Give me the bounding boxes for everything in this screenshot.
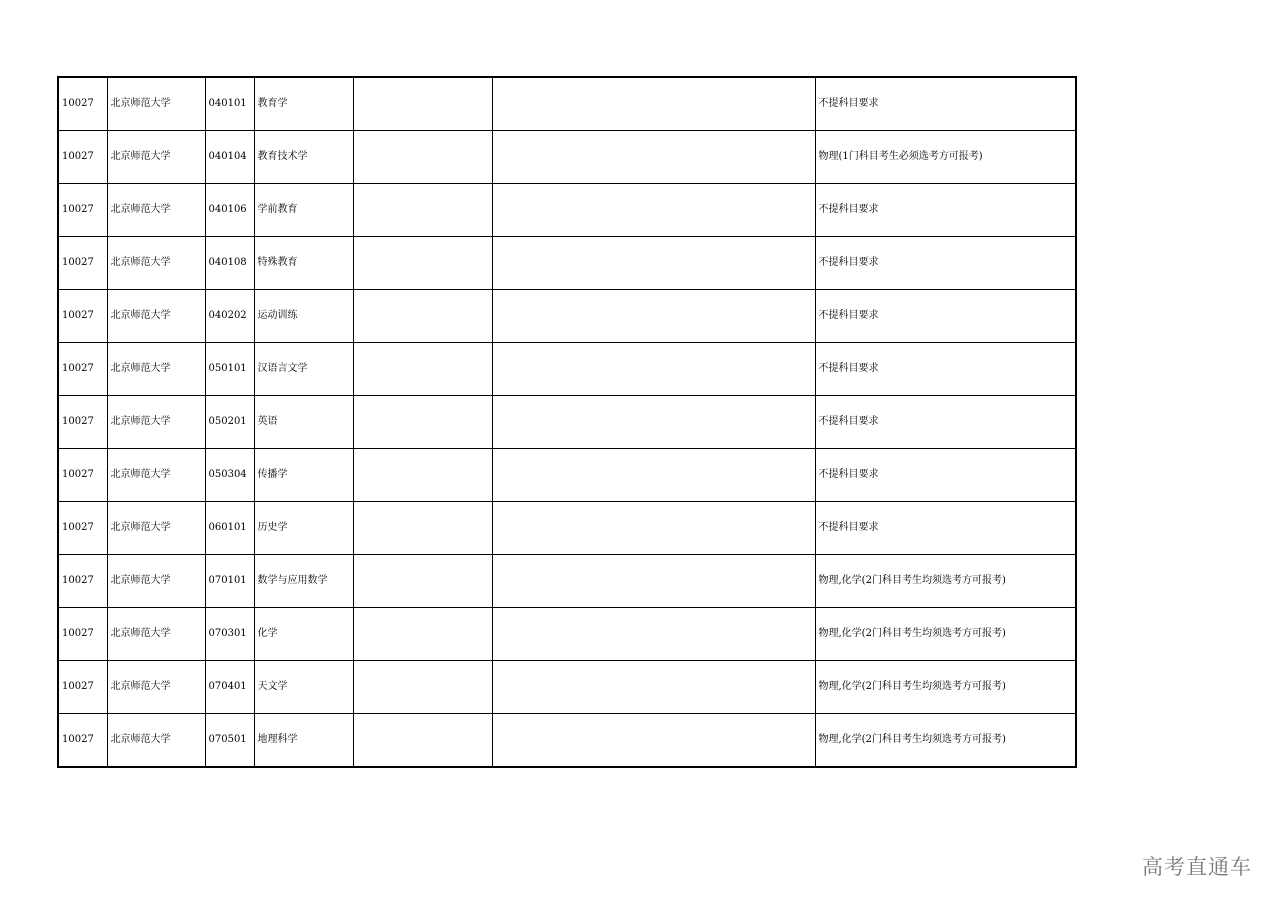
subject-requirement-cell: 物理,化学(2门科目考生均须选考方可报考) xyxy=(815,555,1076,608)
blank-cell-5 xyxy=(353,661,492,714)
major-code-cell: 040104 xyxy=(205,131,254,184)
table-row xyxy=(58,714,1076,768)
school-name-cell: 北京师范大学 xyxy=(107,343,205,396)
school-name-cell: 北京师范大学 xyxy=(107,131,205,184)
table-body xyxy=(58,77,1076,767)
watermark-text: 高考直通车 xyxy=(1142,855,1252,879)
school-name-cell: 北京师范大学 xyxy=(107,608,205,661)
major-name-cell: 学前教育 xyxy=(254,184,353,237)
subject-requirement-cell: 物理(1门科目考生必须选考方可报考) xyxy=(815,131,1076,184)
blank-cell-5 xyxy=(353,608,492,661)
major-code-cell: 040106 xyxy=(205,184,254,237)
table-row xyxy=(58,343,1076,396)
school-code-cell: 10027 xyxy=(58,449,107,502)
blank-cell-5 xyxy=(353,502,492,555)
major-name-cell: 汉语言文学 xyxy=(254,343,353,396)
blank-cell-6 xyxy=(492,396,815,449)
school-code-cell: 10027 xyxy=(58,714,107,768)
table-row xyxy=(58,502,1076,555)
school-code-cell: 10027 xyxy=(58,608,107,661)
table-row xyxy=(58,396,1076,449)
major-code-cell: 070501 xyxy=(205,714,254,768)
table-row xyxy=(58,77,1076,131)
major-name-cell: 传播学 xyxy=(254,449,353,502)
major-code-cell: 040108 xyxy=(205,237,254,290)
school-name-cell: 北京师范大学 xyxy=(107,661,205,714)
major-name-cell: 英语 xyxy=(254,396,353,449)
subject-requirement-cell: 不提科目要求 xyxy=(815,290,1076,343)
blank-cell-6 xyxy=(492,237,815,290)
major-name-cell: 教育学 xyxy=(254,77,353,131)
major-code-cell: 050304 xyxy=(205,449,254,502)
blank-cell-5 xyxy=(353,77,492,131)
major-name-cell: 化学 xyxy=(254,608,353,661)
table-row xyxy=(58,608,1076,661)
major-code-cell: 040101 xyxy=(205,77,254,131)
blank-cell-6 xyxy=(492,131,815,184)
subject-requirement-cell: 不提科目要求 xyxy=(815,184,1076,237)
table-row xyxy=(58,131,1076,184)
subject-requirement-cell: 物理,化学(2门科目考生均须选考方可报考) xyxy=(815,661,1076,714)
table-row xyxy=(58,661,1076,714)
major-code-cell: 070101 xyxy=(205,555,254,608)
major-name-cell: 天文学 xyxy=(254,661,353,714)
blank-cell-5 xyxy=(353,131,492,184)
blank-cell-6 xyxy=(492,290,815,343)
blank-cell-6 xyxy=(492,184,815,237)
school-code-cell: 10027 xyxy=(58,661,107,714)
blank-cell-5 xyxy=(353,449,492,502)
subject-requirement-cell: 不提科目要求 xyxy=(815,502,1076,555)
school-name-cell: 北京师范大学 xyxy=(107,396,205,449)
blank-cell-5 xyxy=(353,555,492,608)
school-name-cell: 北京师范大学 xyxy=(107,555,205,608)
subject-requirement-cell: 不提科目要求 xyxy=(815,449,1076,502)
subject-requirement-cell: 不提科目要求 xyxy=(815,237,1076,290)
school-name-cell: 北京师范大学 xyxy=(107,184,205,237)
subject-requirement-cell: 不提科目要求 xyxy=(815,77,1076,131)
blank-cell-6 xyxy=(492,714,815,768)
school-code-cell: 10027 xyxy=(58,237,107,290)
blank-cell-6 xyxy=(492,77,815,131)
blank-cell-5 xyxy=(353,290,492,343)
school-name-cell: 北京师范大学 xyxy=(107,449,205,502)
subject-requirement-cell: 不提科目要求 xyxy=(815,396,1076,449)
table-row xyxy=(58,555,1076,608)
major-name-cell: 特殊教育 xyxy=(254,237,353,290)
major-name-cell: 运动训练 xyxy=(254,290,353,343)
major-name-cell: 历史学 xyxy=(254,502,353,555)
major-name-cell: 教育技术学 xyxy=(254,131,353,184)
blank-cell-6 xyxy=(492,555,815,608)
blank-cell-5 xyxy=(353,237,492,290)
school-code-cell: 10027 xyxy=(58,77,107,131)
blank-cell-6 xyxy=(492,608,815,661)
school-name-cell: 北京师范大学 xyxy=(107,290,205,343)
blank-cell-6 xyxy=(492,502,815,555)
school-name-cell: 北京师范大学 xyxy=(107,714,205,768)
subject-requirements-table xyxy=(57,76,1077,768)
major-name-cell: 地理科学 xyxy=(254,714,353,768)
major-code-cell: 070301 xyxy=(205,608,254,661)
subject-requirement-cell: 物理,化学(2门科目考生均须选考方可报考) xyxy=(815,608,1076,661)
major-code-cell: 050201 xyxy=(205,396,254,449)
blank-cell-5 xyxy=(353,714,492,768)
blank-cell-6 xyxy=(492,343,815,396)
major-code-cell: 040202 xyxy=(205,290,254,343)
school-code-cell: 10027 xyxy=(58,396,107,449)
table-row xyxy=(58,449,1076,502)
table-row xyxy=(58,237,1076,290)
school-code-cell: 10027 xyxy=(58,131,107,184)
school-code-cell: 10027 xyxy=(58,555,107,608)
blank-cell-6 xyxy=(492,449,815,502)
major-code-cell: 050101 xyxy=(205,343,254,396)
school-code-cell: 10027 xyxy=(58,290,107,343)
major-code-cell: 060101 xyxy=(205,502,254,555)
school-name-cell: 北京师范大学 xyxy=(107,502,205,555)
table-row xyxy=(58,290,1076,343)
school-name-cell: 北京师范大学 xyxy=(107,77,205,131)
school-name-cell: 北京师范大学 xyxy=(107,237,205,290)
major-code-cell: 070401 xyxy=(205,661,254,714)
school-code-cell: 10027 xyxy=(58,343,107,396)
table-row xyxy=(58,184,1076,237)
school-code-cell: 10027 xyxy=(58,502,107,555)
subject-requirement-cell: 不提科目要求 xyxy=(815,343,1076,396)
major-name-cell: 数学与应用数学 xyxy=(254,555,353,608)
blank-cell-5 xyxy=(353,396,492,449)
blank-cell-5 xyxy=(353,343,492,396)
blank-cell-6 xyxy=(492,661,815,714)
subject-requirement-cell: 物理,化学(2门科目考生均须选考方可报考) xyxy=(815,714,1076,768)
blank-cell-5 xyxy=(353,184,492,237)
school-code-cell: 10027 xyxy=(58,184,107,237)
